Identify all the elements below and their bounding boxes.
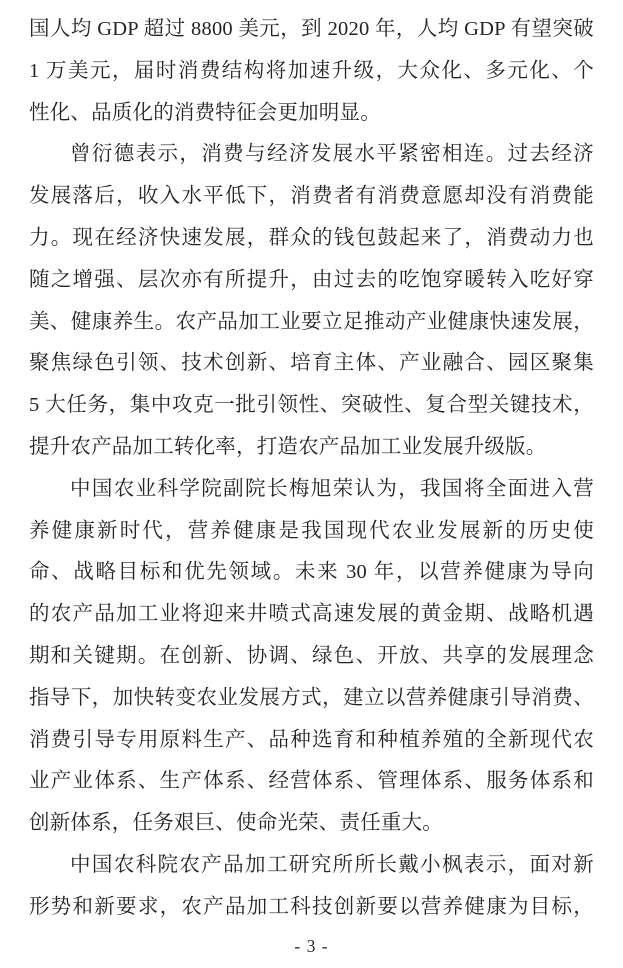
text-line: 指导下，加快转变农业发展方式，建立以营养健康引导消费、: [29, 686, 594, 709]
text-line: 的农产品加工业将迎来井喷式高速发展的黄金期、战略机遇: [29, 603, 594, 626]
text-line: 提升农产品加工转化率，打造农产品加工业发展升级版。: [29, 435, 547, 458]
text-line: 中国农业科学院副院长梅旭荣认为，我国将全面进入营: [70, 477, 594, 500]
text-line: 期和关键期。在创新、协调、绿色、开放、共享的发展理念: [29, 644, 594, 667]
text-line: 随之增强、层次亦有所提升，由过去的吃饱穿暖转入吃好穿: [29, 268, 594, 291]
page-number: - 3 -: [294, 935, 329, 956]
text-line: 发展落后，收入水平低下，消费者有消费意愿却没有消费能: [29, 185, 594, 208]
text-line: 5 大任务，集中攻克一批引领性、突破性、复合型关键技术，: [29, 394, 594, 417]
text-line: 命、战略目标和优先领域。未来 30 年，以营养健康为导向: [29, 561, 594, 584]
text-line: 消费引导专用原料生产、品种选育和种植养殖的全新现代农: [29, 728, 594, 751]
text-line: 形势和新要求，农产品加工科技创新要以营养健康为目标，: [29, 895, 594, 918]
text-line: 性化、品质化的消费特征会更加明显。: [29, 101, 381, 124]
text-line: 1 万美元，届时消费结构将加速升级，大众化、多元化、个: [29, 59, 594, 82]
text-line: 中国农科院农产品加工研究所所长戴小枫表示，面对新: [70, 853, 594, 876]
text-line: 创新体系，任务艰巨、使命光荣、责任重大。: [29, 812, 443, 835]
text-line: 业产业体系、生产体系、经营体系、管理体系、服务体系和: [29, 770, 594, 793]
text-line: 力。现在经济快速发展，群众的钱包鼓起来了，消费动力也: [29, 226, 594, 249]
text-line: 聚焦绿色引领、技术创新、培育主体、产业融合、园区聚集: [29, 352, 594, 375]
text-line: 国人均 GDP 超过 8800 美元，到 2020 年，人均 GDP 有望突破: [29, 18, 594, 40]
text-line: 曾衍德表示，消费与经济发展水平紧密相连。过去经济: [70, 143, 594, 166]
text-line: 养健康新时代，营养健康是我国现代农业发展新的历史使: [29, 519, 594, 542]
text-line: 美、健康养生。农产品加工业要立足推动产业健康快速发展，: [29, 310, 594, 333]
